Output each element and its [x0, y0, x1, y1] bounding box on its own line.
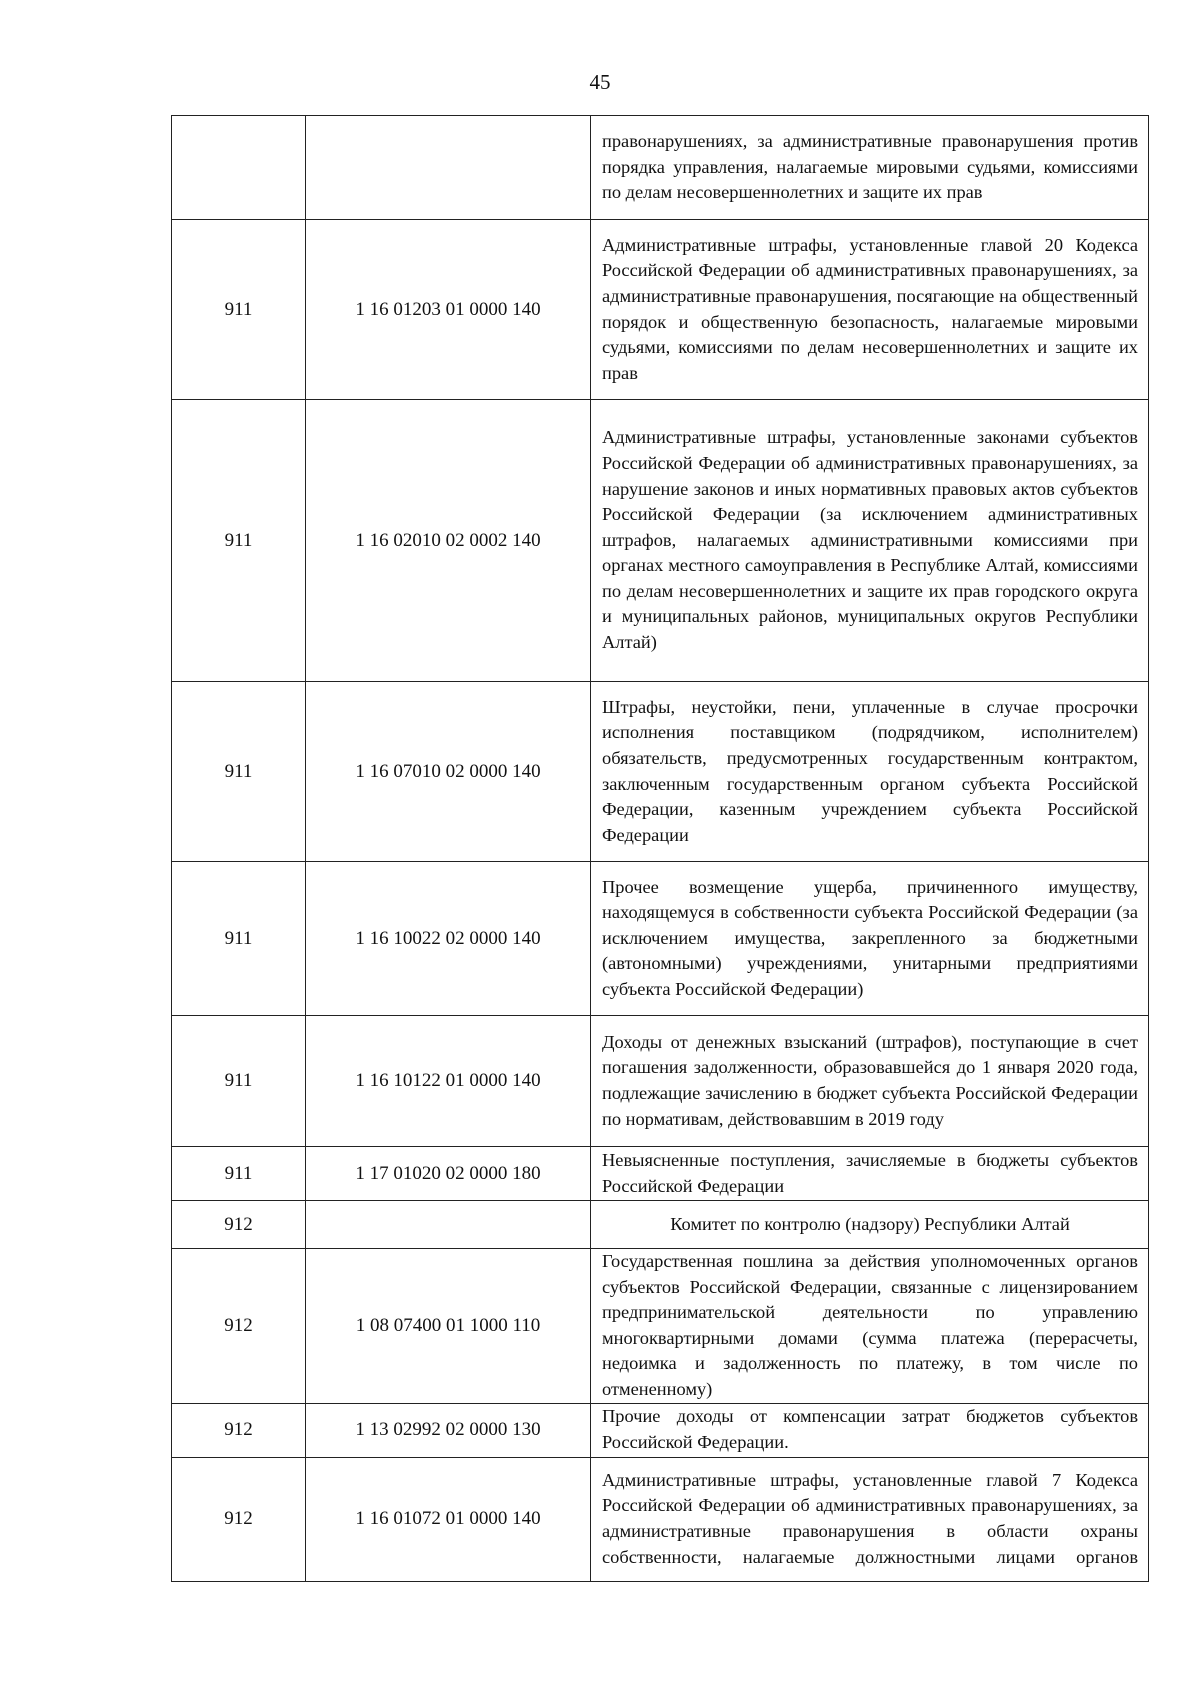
budget-code-cell: 1 13 02992 02 0000 130	[306, 1403, 591, 1457]
admin-code-cell: 911	[172, 862, 306, 1016]
admin-code-cell: 912	[172, 1457, 306, 1581]
description-cell: Административные штрафы, установленные законами субъектов Российской Федерации об административных правонарушениях, за нарушение законов и иных нормативных правовых актов субъектов Российской Федерации (за исключением административных штрафов, налагаемых административными комиссиями при органах местного самоуправления в Республике Алтай, комиссиями по делам несовершеннолетних и защите их прав городского округа и муниципальных районов, муниципальных округов Республики Алтай)	[591, 400, 1149, 682]
budget-code-cell: 1 16 10122 01 0000 140	[306, 1016, 591, 1147]
description-cell: Административные штрафы, установленные главой 20 Кодекса Российской Федерации об административных правонарушениях, за административные правонарушения, посягающие на общественный порядок и общественную безопасность, налагаемые мировыми судьями, комиссиями по делам несовершеннолетних и защите их прав	[591, 220, 1149, 400]
admin-code-cell: 911	[172, 220, 306, 400]
admin-code-cell: 912	[172, 1403, 306, 1457]
table-row	[172, 1403, 1149, 1457]
admin-code-cell	[172, 116, 306, 220]
page-number: 45	[589, 70, 611, 94]
description-cell: правонарушениях, за административные правонарушения против порядка управления, налагаемые мировыми судьями, комиссиями по делам несовершеннолетних и защите их прав	[591, 116, 1149, 220]
table-row	[172, 220, 1149, 400]
section-header-cell: Комитет по контролю (надзору) Республики Алтай	[591, 1201, 1149, 1249]
admin-code-cell: 912	[172, 1249, 306, 1404]
table-row	[172, 862, 1149, 1016]
admin-code-cell: 911	[172, 1016, 306, 1147]
table-row	[172, 682, 1149, 862]
table-row	[172, 1147, 1149, 1201]
admin-code-cell: 911	[172, 400, 306, 682]
budget-code-cell: 1 16 07010 02 0000 140	[306, 682, 591, 862]
budget-code-cell	[306, 1201, 591, 1249]
table-row	[172, 116, 1149, 220]
description-cell: Прочее возмещение ущерба, причиненного имуществу, находящемуся в собственности субъекта Российской Федерации (за исключением имущества, закрепленного за бюджетными (автономными) учреждениями, унитарными предприятиями субъекта Российской Федерации)	[591, 862, 1149, 1016]
budget-code-cell: 1 16 10022 02 0000 140	[306, 862, 591, 1016]
budget-code-cell	[306, 116, 591, 220]
budget-code-cell: 1 16 01203 01 0000 140	[306, 220, 591, 400]
budget-code-cell: 1 16 02010 02 0002 140	[306, 400, 591, 682]
admin-code-cell: 911	[172, 682, 306, 862]
budget-code-cell: 1 17 01020 02 0000 180	[306, 1147, 591, 1201]
table-row	[172, 1016, 1149, 1147]
table-row	[172, 1201, 1149, 1249]
budget-code-cell: 1 16 01072 01 0000 140	[306, 1457, 591, 1581]
description-cell: Административные штрафы, установленные главой 7 Кодекса Российской Федерации об административных правонарушениях, за административные правонарушения в области охраны собственности, налагаемые должностными лицами органов	[591, 1457, 1149, 1581]
admin-code-cell: 911	[172, 1147, 306, 1201]
budget-code-cell: 1 08 07400 01 1000 110	[306, 1249, 591, 1404]
description-cell: Невыясненные поступления, зачисляемые в бюджеты субъектов Российской Федерации	[591, 1147, 1149, 1201]
revenue-codes-table	[171, 115, 1149, 1582]
description-cell: Государственная пошлина за действия уполномоченных органов субъектов Российской Федерации, связанные с лицензированием предпринимательской деятельности по управлению многоквартирными домами (сумма платежа (перерасчеты, недоимка и задолженность по платежу, в том числе по отмененному)	[591, 1249, 1149, 1404]
description-cell: Доходы от денежных взысканий (штрафов), поступающие в счет погашения задолженности, образовавшейся до 1 января 2020 года, подлежащие зачислению в бюджет субъекта Российской Федерации по нормативам, действовавшим в 2019 году	[591, 1016, 1149, 1147]
table-row	[172, 1249, 1149, 1404]
table-row	[172, 400, 1149, 682]
admin-code-cell: 912	[172, 1201, 306, 1249]
description-cell: Штрафы, неустойки, пени, уплаченные в случае просрочки исполнения поставщиком (подрядчиком, исполнителем) обязательств, предусмотренных государственным контрактом, заключенным государственным органом субъекта Российской Федерации, казенным учреждением субъекта Российской Федерации	[591, 682, 1149, 862]
description-cell: Прочие доходы от компенсации затрат бюджетов субъектов Российской Федерации.	[591, 1403, 1149, 1457]
table-row	[172, 1457, 1149, 1581]
